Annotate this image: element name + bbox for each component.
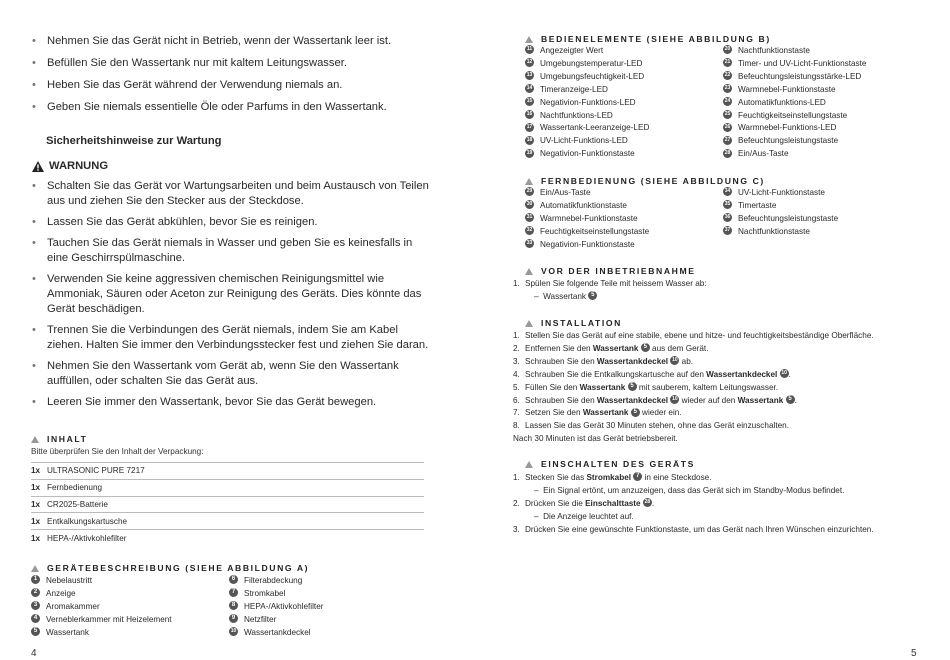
table-row: 1x Entkalkungskartusche — [31, 513, 424, 530]
list-item: 18 UV-Licht-Funktions-LED — [526, 136, 628, 146]
list-item: 16 Nachtfunktions-LED — [526, 110, 613, 120]
list-item: • Tauchen Sie das Gerät niemals in Wasser und geben Sie es keinesfalls in eine Geschirrspülmaschine. — [32, 237, 413, 264]
list-item: – Wassertank 5 — [525, 291, 935, 304]
list-item: 3. Drücken Sie eine gewünschte Funktionstaste, um das Gerät nach Ihren Wünschen einzurichten. — [513, 524, 874, 534]
list-item: 22 Befeuchtungsleistungsstärke-LED — [724, 71, 862, 81]
list-item: 4. Schrauben Sie die Entkalkungskartusche auf den Wassertankdeckel 10 . — [513, 369, 791, 379]
table-row: 1x CR2025-Batterie — [31, 496, 424, 513]
reference-number-badge: 19 — [526, 149, 533, 156]
inhalt-table — [31, 462, 424, 546]
general-safety-list — [32, 34, 432, 115]
reference-number-badge: 10 — [672, 357, 678, 364]
reference-number-badge: 32 — [526, 227, 533, 234]
list-item: 4 Verneblerkammer mit Heizelement — [31, 614, 229, 627]
geraet-parts-list — [31, 575, 429, 640]
reference-number-badge: 25 — [724, 110, 731, 117]
reference-number-badge: 5 — [588, 291, 597, 300]
warning-heading — [32, 160, 108, 172]
list-item: 2. Drücken Sie die Einschalttaste 28 . — [513, 498, 655, 508]
page-number: 5 — [911, 648, 917, 659]
triangle-icon — [525, 36, 533, 43]
reference-number-badge: 18 — [526, 136, 533, 143]
geraet-section-title: GERÄTEBESCHREIBUNG (SIEHE ABBILDUNG A) — [31, 563, 309, 573]
einschalten-steps — [513, 472, 935, 537]
list-item: 3 Aromakammer — [31, 601, 229, 614]
list-item: 26 Warmnebel-Funktions-LED — [724, 123, 837, 133]
list-item: 27 Befeuchtungsleistungstaste — [724, 136, 839, 146]
reference-number-badge: 21 — [724, 59, 731, 66]
reference-number-badge: 14 — [526, 85, 533, 92]
list-item: 6 Filterabdeckung — [229, 575, 429, 588]
list-item: • Trennen Sie die Verbindungen des Gerät niemals, indem Sie am Kabel ziehen. Halten Sie immer den Verbindungsstecker fest und ziehen Sie daran. — [32, 324, 429, 351]
reference-number-badge: 6 — [229, 575, 238, 584]
reference-number-badge: 5 — [641, 343, 650, 352]
reference-number-badge: 2 — [31, 588, 40, 597]
reference-number-badge: 23 — [724, 85, 731, 92]
einschalten-section-title: EINSCHALTEN DES GERÄTS — [525, 459, 695, 469]
fern-section-title: FERNBEDIENUNG (SIEHE ABBILDUNG C) — [525, 176, 765, 186]
list-item: 25 Feuchtigkeitseinstellungstaste — [724, 110, 848, 120]
list-item: 28 Ein/Aus-Taste — [724, 149, 789, 159]
reference-number-badge: 7 — [633, 472, 642, 481]
reference-number-badge: 27 — [724, 136, 731, 143]
table-row: 1x HEPA-/Aktivkohlefilter — [31, 530, 424, 547]
triangle-icon — [31, 565, 39, 572]
reference-number-badge: 12 — [526, 59, 533, 66]
reference-number-badge: 20 — [724, 46, 731, 53]
triangle-icon — [525, 178, 533, 185]
warning-list — [32, 179, 432, 410]
bedien-section-title: BEDIENELEMENTE (SIEHE ABBILDUNG B) — [525, 34, 771, 44]
install-steps — [513, 330, 935, 446]
list-item: 31 Warmnebel-Funktionstaste — [526, 213, 638, 223]
vor-steps — [513, 278, 935, 304]
reference-number-badge: 4 — [31, 614, 40, 623]
triangle-icon — [525, 268, 533, 275]
list-item: 20 Nachtfunktionstaste — [724, 46, 810, 55]
list-item: 13 Umgebungsfeuchtigkeit-LED — [526, 71, 645, 81]
list-item: 33 Negativion-Funktionstaste — [526, 239, 635, 249]
list-item: • Geben Sie niemals essentielle Öle oder Parfums in den Wassertank. — [32, 101, 387, 113]
reference-number-badge: 33 — [526, 240, 533, 246]
reference-number-badge: 9 — [229, 614, 238, 623]
list-item: 23 Warmnebel-Funktionstaste — [724, 84, 836, 94]
reference-number-badge: 10 — [672, 395, 678, 402]
reference-number-badge: 35 — [724, 201, 731, 208]
reference-number-badge: 1 — [31, 575, 40, 584]
maintenance-heading: Sicherheitshinweise zur Wartung — [46, 135, 222, 147]
reference-number-badge: 17 — [526, 123, 533, 130]
reference-number-badge: 5 — [786, 395, 795, 404]
list-item: 32 Feuchtigkeitseinstellungstaste — [526, 226, 650, 236]
list-item: 1. Spülen Sie folgende Teile mit heissem Wasser ab: — [513, 279, 707, 288]
list-item: 7. Setzen Sie den Wassertank 5 wieder ein. — [513, 408, 682, 418]
list-item: 1. Stellen Sie das Gerät auf eine stabile, ebene und hitze- und feuchtigkeitsbeständige Oberfläche. — [513, 331, 874, 340]
install-note: Nach 30 Minuten ist das Gerät betriebsbereit. — [513, 434, 678, 444]
list-item: 10 Wassertankdeckel — [230, 627, 311, 637]
list-item: 2 Anzeige — [31, 588, 229, 601]
list-item: – Ein Signal ertönt, um anzuzeigen, dass das Gerät sich im Standby-Modus befindet. — [534, 485, 845, 495]
list-item: 3. Schrauben Sie den Wassertankdeckel 10 ab. — [513, 356, 694, 366]
list-item: • Lassen Sie das Gerät abkühlen, bevor Sie es reinigen. — [32, 216, 318, 228]
reference-number-badge: 30 — [526, 201, 533, 208]
list-item: 24 Automatikfunktions-LED — [724, 97, 826, 107]
reference-number-badge: 36 — [724, 214, 731, 221]
list-item: • Befüllen Sie den Wassertank nur mit kaltem Leitungswasser. — [32, 57, 347, 69]
reference-number-badge: 15 — [526, 98, 533, 104]
inhalt-section-title: INHALT — [31, 434, 87, 444]
reference-number-badge: 26 — [724, 123, 731, 130]
list-item: 7 Stromkabel — [229, 588, 429, 601]
list-item: 9 Netzfilter — [229, 614, 429, 627]
reference-number-badge: 22 — [724, 72, 731, 79]
reference-number-badge: 28 — [644, 499, 651, 506]
reference-number-badge: 10 — [781, 370, 787, 377]
reference-number-badge: 13 — [526, 72, 533, 79]
list-item: 35 Timertaste — [724, 200, 777, 210]
list-item: 5. Füllen Sie den Wassertank 5 mit sauberem, kaltem Leitungswasser. — [513, 382, 779, 392]
install-section-title: INSTALLATION — [525, 318, 622, 328]
reference-number-badge: 5 — [631, 408, 640, 417]
reference-number-badge: 28 — [724, 149, 731, 156]
triangle-icon — [525, 461, 533, 468]
reference-number-badge: 8 — [229, 601, 238, 610]
list-item: • Heben Sie das Gerät während der Verwendung niemals an. — [32, 79, 343, 91]
list-item: 11 Angezeigter Wert — [526, 46, 604, 55]
page-number: 4 — [31, 648, 37, 659]
reference-number-badge: 5 — [31, 627, 40, 636]
list-item: 14 Timeranzeige-LED — [526, 84, 608, 94]
list-item: 5 Wassertank — [31, 627, 229, 640]
reference-number-badge: 7 — [229, 588, 238, 597]
list-item: 6. Schrauben Sie den Wassertankdeckel 10 wieder auf den Wassertank 5 . — [513, 395, 797, 405]
warning-icon — [32, 161, 44, 172]
reference-number-badge: 16 — [526, 110, 533, 117]
reference-number-badge: 34 — [724, 188, 731, 195]
list-item: 30 Automatikfunktionstaste — [526, 200, 627, 210]
table-row: 1x Fernbedienung — [31, 479, 424, 496]
list-item: 2. Entfernen Sie den Wassertank 5 aus dem Gerät. — [513, 343, 709, 353]
reference-number-badge: 11 — [526, 46, 533, 53]
reference-number-badge: 24 — [724, 98, 731, 104]
list-item: 12 Umgebungstemperatur-LED — [526, 58, 643, 68]
reference-number-badge: 5 — [628, 382, 637, 391]
reference-number-badge: 31 — [526, 214, 533, 221]
list-item: 29 Ein/Aus-Taste — [526, 188, 591, 197]
list-item: 19 Negativion-Funktionstaste — [526, 149, 635, 159]
triangle-icon — [525, 320, 533, 327]
right-page — [475, 0, 950, 660]
vor-section-title: VOR DER INBETRIEBNAHME — [525, 266, 696, 276]
list-item: 21 Timer- und UV-Licht-Funktionstaste — [724, 58, 867, 68]
list-item: 37 Nachtfunktionstaste — [724, 226, 810, 236]
table-row: 1x ULTRASONIC PURE 7217 — [31, 463, 424, 480]
list-item: • Nehmen Sie das Gerät nicht in Betrieb, wenn der Wassertank leer ist. — [32, 35, 392, 47]
list-item: 34 UV-Licht-Funktionstaste — [724, 188, 825, 197]
list-item: 15 Negativion-Funktions-LED — [526, 97, 636, 107]
list-item: 1 Nebelaustritt — [31, 575, 229, 588]
list-item: – Die Anzeige leuchtet auf. — [534, 511, 634, 521]
reference-number-badge: 10 — [230, 628, 237, 634]
list-item: 1. Stecken Sie das Stromkabel 7 in eine Steckdose. — [513, 473, 712, 482]
list-item: • Schalten Sie das Gerät vor Wartungsarbeiten und beim Austausch von Teilen aus und ziehen Sie den Stecker aus der Steckdose. — [32, 180, 429, 207]
reference-number-badge: 3 — [31, 601, 40, 610]
warning-label: WARNUNG — [49, 160, 109, 172]
reference-number-badge: 29 — [526, 188, 533, 195]
list-item: 8. Lassen Sie das Gerät 30 Minuten stehen, ohne das Gerät einzuschalten. — [513, 421, 789, 431]
inhalt-intro: Bitte überprüfen Sie den Inhalt der Verpackung: — [31, 447, 204, 456]
list-item: 8 HEPA-/Aktivkohlefilter — [229, 601, 429, 614]
list-item: 17 Wassertank-Leeranzeige-LED — [526, 123, 650, 133]
bedien-list — [525, 45, 923, 161]
reference-number-badge: 37 — [724, 227, 731, 234]
list-item: • Leeren Sie immer den Wassertank, bevor Sie das Gerät bewegen. — [32, 396, 377, 408]
list-item: • Verwenden Sie keine aggressiven chemischen Reinigungsmittel wie Ammoniak, Säuren oder Aceton zur Reinigung des Geräts. Dies könnte das Gerät beschädigen. — [32, 273, 422, 315]
list-item: 36 Befeuchtungsleistungstaste — [724, 213, 839, 223]
triangle-icon — [31, 436, 39, 443]
fern-list — [525, 187, 923, 252]
list-item: • Nehmen Sie den Wassertank vom Gerät ab, wenn Sie den Wassertank auffüllen, oder schalten Sie das Gerät aus. — [32, 360, 399, 387]
